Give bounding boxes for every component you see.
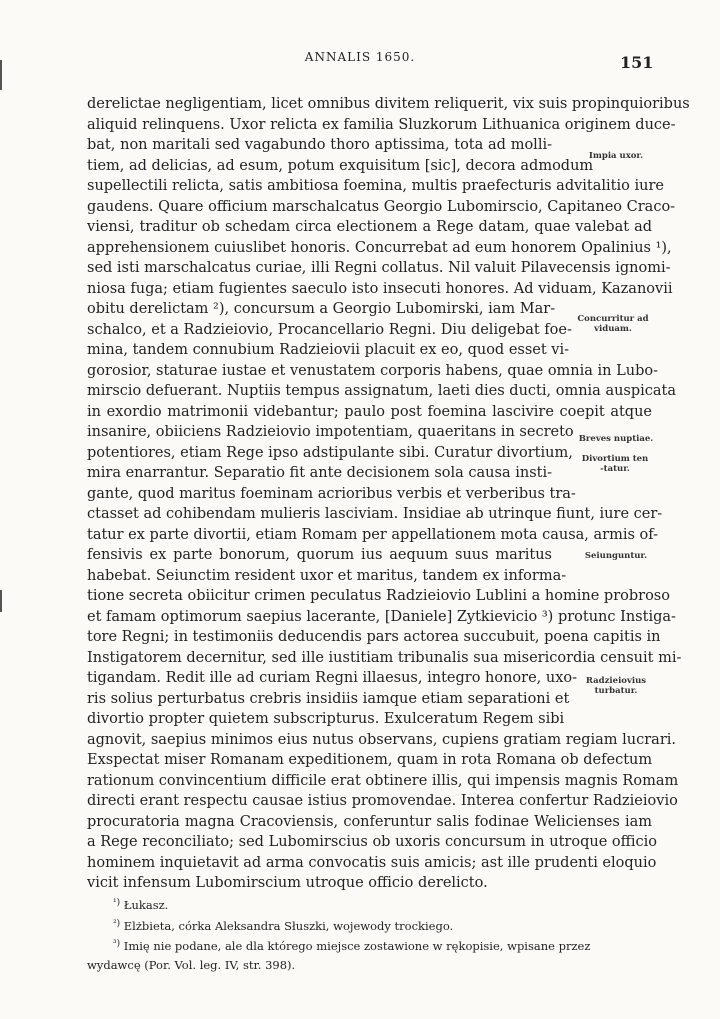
text-line: gaudens. Quare officium marschalcatus Georgio Lubomirscio, Capitaneo Craco- bbox=[87, 198, 676, 215]
footnote-text: Łukasz. bbox=[123, 898, 169, 912]
margin-note: Radzieiovius turbatur. bbox=[585, 676, 647, 696]
footnote-mark: ¹) bbox=[113, 898, 121, 908]
text-line: mina, tandem connubium Radzieiovii placuit ex eo, quod esset vi- bbox=[87, 342, 570, 358]
text-line: derelictae negligentiam, licet omnibus divitem reliquerit, vix suis propinquioribus bbox=[87, 96, 690, 112]
margin-note: Divortium ten-tatur. bbox=[581, 454, 649, 474]
text-line: divortio propter quietem subscripturus. Exulceratum Regem sibi bbox=[87, 711, 565, 727]
running-title: ANNALIS 1650. bbox=[304, 50, 416, 64]
page-number: 151 bbox=[620, 53, 654, 72]
text-line: gorosior, staturae iustae et venustatem corporis habens, quae omnia in Lubo- bbox=[87, 362, 658, 379]
text-line: viensi, traditur ob schedam circa electionem a Rege datam, quae valebat ad bbox=[87, 219, 652, 235]
footnote-text: wydawcę (Por. Vol. leg. IV, str. 398). bbox=[87, 957, 296, 972]
text-line: rationum convincentium difficile erat obtinere illis, qui impensis magnis Romam bbox=[87, 772, 679, 789]
text-line: schalco, et a Radzieiovio, Procancellario Regni. Diu deligebat foe- bbox=[87, 321, 572, 338]
text-line: sed isti marschalcatus curiae, illi Regni collatus. Nil valuit Pilavecensis ignomi- bbox=[87, 260, 671, 276]
text-line: tiem, ad delicias, ad esum, potum exquisitum [sic], decora admodum bbox=[87, 157, 594, 174]
text-line: insanire, obiiciens Radzieiovio impotentiam, quaeritans in secreto bbox=[87, 424, 574, 440]
text-line: procuratoria magna Cracoviensis, conferuntur salis fodinae Welicienses iam bbox=[87, 813, 652, 830]
footnote-mark: ²) bbox=[113, 918, 121, 929]
text-line: habebat. Seiunctim resident uxor et maritus, tandem ex informa- bbox=[87, 567, 567, 584]
text-line: directi erant respectu causae istius promovendae. Interea confertur Radzieiovio bbox=[87, 793, 678, 809]
footnote bbox=[87, 935, 652, 956]
footnote bbox=[87, 915, 652, 936]
text-line: tigandam. Redit ille ad curiam Regni illaesus, integro honore, uxo- bbox=[87, 670, 578, 686]
text-line: obitu derelictam ²), concursum a Georgio Lubomirski, iam Mar- bbox=[87, 301, 556, 317]
text-line: tione secreta obiicitur crimen peculatus Radzieiovio Lublini a homine probroso bbox=[87, 588, 670, 604]
margin-note: Concurritur ad viduam. bbox=[577, 314, 649, 334]
text-line: potentiores, etiam Rege ipso adstipulante sibi. Curatur divortium, bbox=[87, 444, 573, 461]
text-line: bat, non maritali sed vagabundo thoro aptissima, tota ad molli- bbox=[87, 137, 552, 153]
text-line: mira enarrantur. Separatio fit ante decisionem sola causa insti- bbox=[87, 465, 552, 481]
text-line: gante, quod maritus foeminam acrioribus verbis et verberibus tra- bbox=[87, 485, 576, 502]
text-line: ris solius perturbatus crebris insidiis iamque etiam separationi et bbox=[87, 690, 570, 707]
text-line: tore Regni; in testimoniis deducendis pars actorea succubuit, poena capitis in bbox=[87, 629, 661, 645]
margin-note: Impia uxor. bbox=[588, 151, 644, 161]
text-line: agnovit, saepius minimos eius nutus observans, cupiens gratiam regiam lucrari. bbox=[87, 731, 676, 748]
main-text bbox=[87, 94, 690, 894]
text-line: Instigatorem decernitur, sed ille iustitiam tribunalis sua misericordia censuit mi- bbox=[87, 649, 682, 666]
text-line: vicit infensum Lubomirscium utroque officio derelicto. bbox=[87, 875, 488, 891]
footnote bbox=[87, 894, 652, 915]
scan-edge-mark bbox=[0, 590, 2, 612]
text-line: ctasset ad cohibendam mulieris lasciviam. Insidiae ab utrinque fiunt, iure cer- bbox=[87, 506, 663, 522]
footnote-text: Imię nie podane, ale dla którego miejsce zostawione w rękopisie, wpisane przez bbox=[123, 939, 591, 953]
scan-edge-mark bbox=[0, 60, 2, 90]
footnote-text: Elżbieta, córka Aleksandra Słuszki, wojewody trockiego. bbox=[123, 918, 454, 933]
text-line: apprehensionem cuiuslibet honoris. Concurrebat ad eum honorem Opalinius ¹), bbox=[87, 239, 672, 256]
text-line: aliquid relinquens. Uxor relicta ex familia Sluzkorum Lithuanica originem duce- bbox=[87, 116, 676, 133]
footnote-mark: ³) bbox=[113, 939, 121, 949]
margin-note: Breves nuptiae. bbox=[578, 434, 654, 444]
footnotes bbox=[87, 894, 652, 974]
text-line: supellectili relicta, satis ambitiosa foemina, multis praefecturis advitalitio iure bbox=[87, 178, 664, 194]
text-line: in exordio matrimonii videbantur; paulo post foemina lascivire coepit atque bbox=[87, 403, 652, 420]
text-line: hominem inquietavit ad arma convocatis suis amicis; ast ille prudenti eloquio bbox=[87, 854, 657, 871]
text-line: niosa fuga; etiam fugientes saeculo isto insecuti honores. Ad viduam, Kazanovii bbox=[87, 280, 673, 297]
footnote bbox=[87, 956, 652, 975]
margin-note: Seiunguntur. bbox=[584, 551, 648, 561]
text-line: fensivis ex parte bonorum, quorum ius aequum suus maritus bbox=[87, 547, 552, 563]
text-line: et famam optimorum saepius lacerante, [Daniele] Zytkievicio ³) protunc Instiga- bbox=[87, 608, 676, 625]
text-line: a Rege reconciliato; sed Lubomirscius ob uxoris concursum in utroque officio bbox=[87, 834, 658, 850]
text-line: mirscio defuerant. Nuptiis tempus assignatum, laeti dies ducti, omnia auspicata bbox=[87, 383, 677, 399]
text-line: Exspectat miser Romanam expeditionem, quam in rota Romana ob defectum bbox=[87, 752, 653, 768]
text-line: tatur ex parte divortii, etiam Romam per appellationem mota causa, armis of- bbox=[87, 526, 659, 543]
